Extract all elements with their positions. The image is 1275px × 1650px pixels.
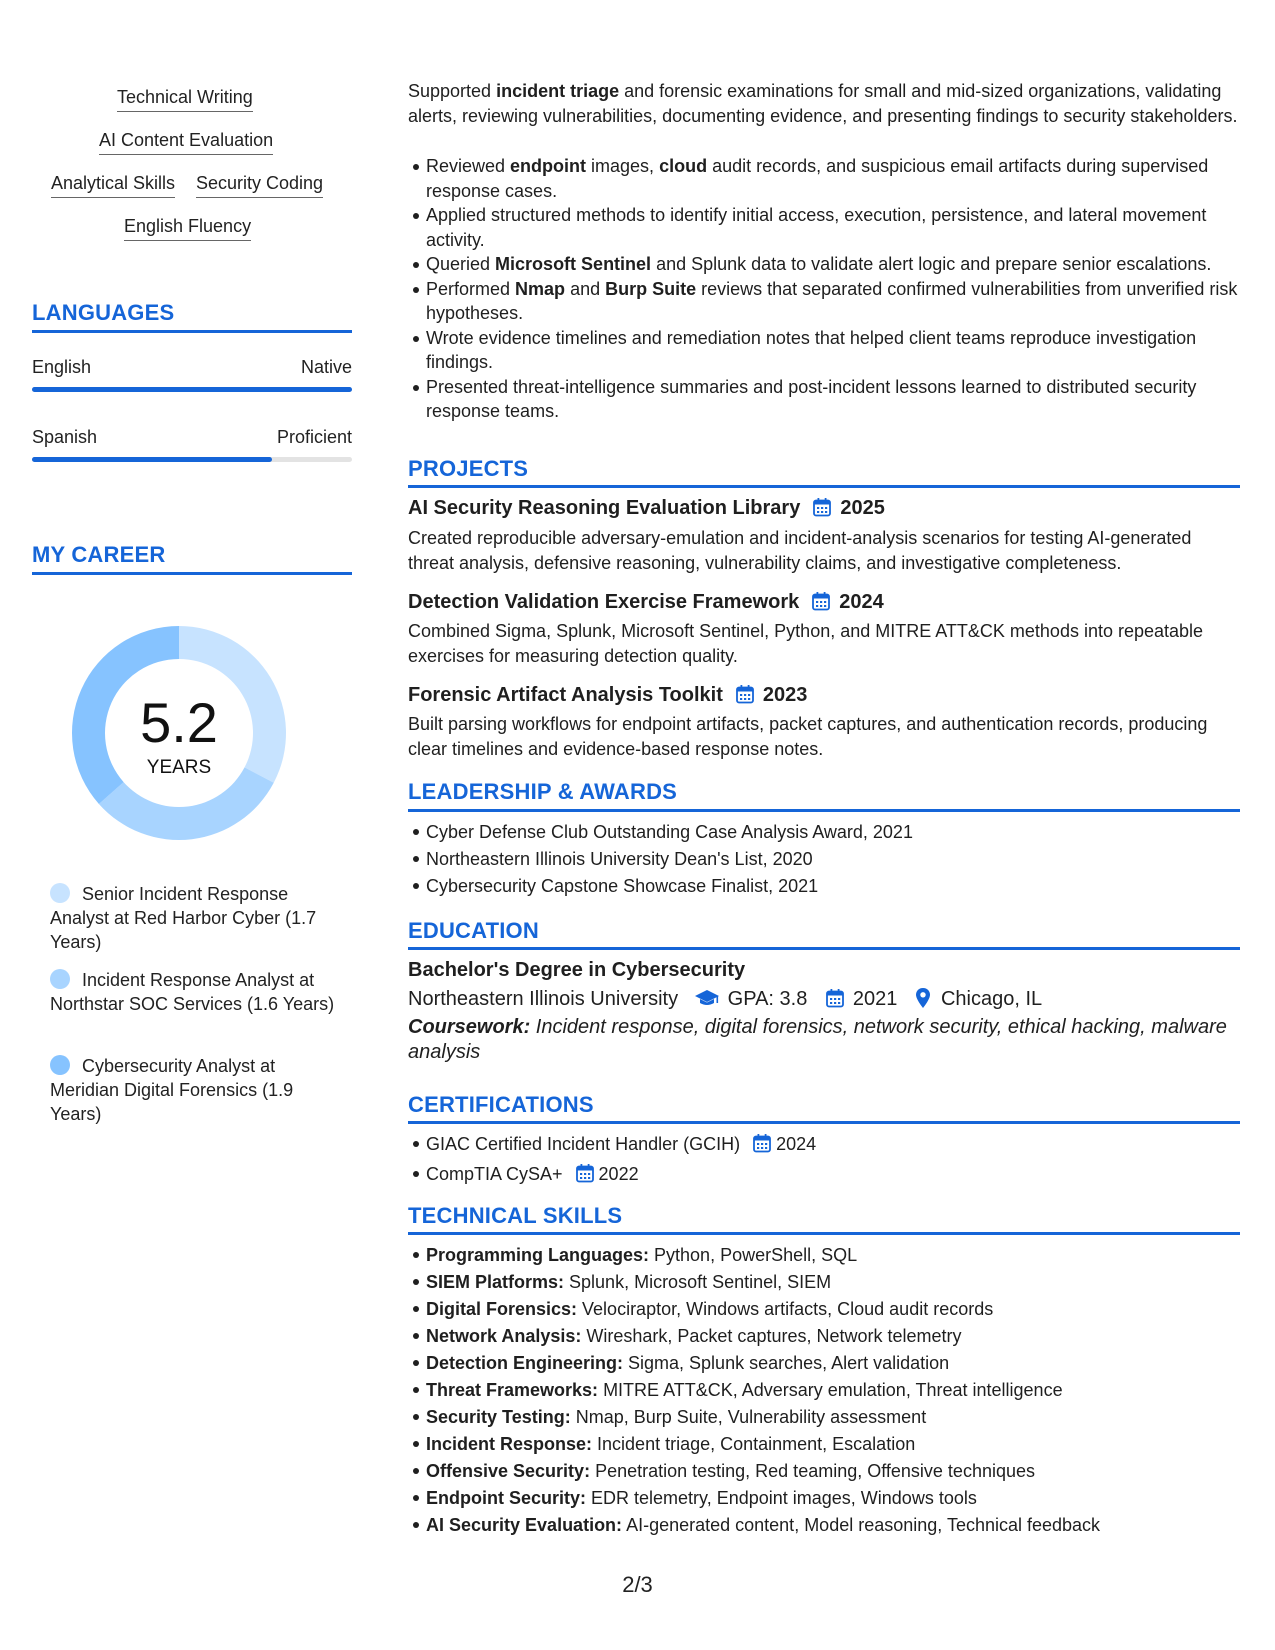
experience-summary: Supported incident triage and forensic examinations for small and mid-sized organizations, validating alerts, reviewing vulnerabilities, documenting evidence, and presenting findings to security stakeholders. [408, 81, 1238, 126]
calendar-icon [575, 1163, 595, 1191]
project-description: Combined Sigma, Splunk, Microsoft Sentinel, Python, and MITRE ATT&CK methods into repeatable exercises for measuring detection quality. [408, 621, 1204, 666]
career-heading: MY CAREER [32, 542, 166, 567]
language-progress [32, 457, 352, 462]
technical-skill-item: SIEM Platforms: Splunk, Microsoft Sentinel, SIEM [426, 1269, 1256, 1296]
experience-bullet: Presented threat-intelligence summaries and post-incident lessons learned to distributed security response teams. [426, 375, 1256, 424]
project-year: 2023 [762, 684, 808, 706]
skill-tag: English Fluency [124, 215, 251, 241]
legend-dot [50, 969, 70, 989]
technical-skill-item: Incident Response: Incident triage, Containment, Escalation [426, 1431, 1256, 1458]
section-rule [32, 330, 352, 333]
technical-skill-item: Detection Engineering: Sigma, Splunk searches, Alert validation [426, 1350, 1256, 1377]
project-title [408, 495, 885, 524]
language-level: Native [300, 357, 352, 377]
coursework: Coursework: Incident response, digital forensics, network security, ethical hacking, malware analysis [408, 1016, 1227, 1063]
certifications-heading: CERTIFICATIONS [408, 1092, 594, 1117]
calendar-icon [825, 988, 845, 1015]
leadership-list [408, 819, 1256, 900]
language-level: Proficient [276, 427, 352, 447]
education-heading: EDUCATION [408, 918, 539, 943]
languages-heading: LANGUAGES [32, 300, 175, 325]
certification-item: CompTIA CySA+ 2022 [426, 1161, 1256, 1191]
leadership-heading: LEADERSHIP & AWARDS [408, 779, 678, 804]
legend-label: Senior Incident Response Analyst at Red Harbor Cyber (1.7 Years) [50, 884, 317, 952]
legend-label: Cybersecurity Analyst at Meridian Digital Forensics (1.9 Years) [50, 1056, 294, 1124]
career-unit: YEARS [146, 757, 212, 778]
technical-skill-item: Security Testing: Nmap, Burp Suite, Vulnerability assessment [426, 1404, 1256, 1431]
skill-tag: AI Content Evaluation [99, 129, 273, 155]
project-name: AI Security Reasoning Evaluation Library [408, 497, 801, 519]
list-item: Cybersecurity Capstone Showcase Finalist, 2021 [426, 873, 1256, 900]
technical-skills-heading: TECHNICAL SKILLS [408, 1203, 623, 1228]
career-legend-item [50, 882, 340, 954]
technical-skill-item: Programming Languages: Python, PowerShell, SQL [426, 1242, 1256, 1269]
graduation-year: 2021 [852, 988, 898, 1010]
legend-label: Incident Response Analyst at Northstar SOC Services (1.6 Years) [50, 970, 335, 1014]
project-title [408, 589, 884, 618]
career-legend-item [50, 968, 340, 1016]
project-year: 2024 [839, 591, 884, 613]
school-name: Northeastern Illinois University [408, 988, 679, 1010]
technical-skill-item: Offensive Security: Penetration testing, Red teaming, Offensive techniques [426, 1458, 1256, 1485]
career-legend-item [50, 1054, 340, 1126]
skill-tag: Analytical Skills [51, 172, 175, 198]
gpa: GPA: 3.8 [727, 988, 808, 1010]
list-item: Cyber Defense Club Outstanding Case Analysis Award, 2021 [426, 819, 1256, 846]
education-details [408, 986, 1042, 1015]
section-rule [408, 947, 1240, 950]
list-item: Northeastern Illinois University Dean's List, 2020 [426, 846, 1256, 873]
technical-skill-item: Endpoint Security: EDR telemetry, Endpoint images, Windows tools [426, 1485, 1256, 1512]
page-number: 2/3 [622, 1572, 653, 1597]
calendar-icon [811, 591, 831, 618]
location: Chicago, IL [940, 988, 1043, 1010]
language-name: English [32, 357, 92, 377]
location-pin-icon [915, 987, 931, 1009]
project-name: Forensic Artifact Analysis Toolkit [408, 684, 723, 706]
skill-tag: Security Coding [196, 172, 323, 198]
certification-item: GIAC Certified Incident Handler (GCIH) 2024 [426, 1131, 1256, 1161]
experience-bullet: Reviewed endpoint images, cloud audit records, and suspicious email artifacts during supervised response cases. [426, 154, 1256, 203]
experience-bullets [408, 154, 1256, 424]
calendar-icon [752, 1133, 772, 1161]
project-description: Built parsing workflows for endpoint artifacts, packet captures, and authentication records, producing clear timelines and evidence-based response notes. [408, 714, 1208, 759]
degree-title: Bachelor's Degree in Cybersecurity [408, 959, 746, 981]
project-year: 2025 [840, 497, 885, 519]
career-total: 5.2 [140, 691, 218, 754]
section-rule [408, 809, 1240, 812]
calendar-icon [812, 497, 832, 524]
legend-dot [50, 1055, 70, 1075]
section-rule [408, 1121, 1240, 1124]
calendar-icon [735, 684, 755, 711]
section-rule [408, 485, 1240, 488]
graduation-cap-icon [694, 988, 720, 1008]
certifications-list [408, 1131, 1256, 1191]
technical-skill-item: Digital Forensics: Velociraptor, Windows artifacts, Cloud audit records [426, 1296, 1256, 1323]
project-title [408, 682, 807, 711]
technical-skill-item: AI Security Evaluation: AI-generated content, Model reasoning, Technical feedback [426, 1512, 1256, 1539]
donut-segment [99, 767, 274, 840]
legend-dot [50, 883, 70, 903]
career-donut-chart [66, 620, 292, 846]
experience-bullet: Applied structured methods to identify initial access, execution, persistence, and lateral movement activity. [426, 203, 1256, 252]
section-rule [408, 1232, 1240, 1235]
projects-heading: PROJECTS [408, 456, 529, 481]
technical-skills-list [408, 1242, 1256, 1539]
section-rule [32, 572, 352, 575]
skill-tag: Technical Writing [117, 86, 253, 112]
experience-bullet: Queried Microsoft Sentinel and Splunk data to validate alert logic and prepare senior escalations. [426, 252, 1256, 277]
project-description: Created reproducible adversary-emulation and incident-analysis scenarios for testing AI-generated threat analysis, defensive reasoning, vulnerability claims, and investigative completeness. [408, 528, 1192, 573]
experience-bullet: Wrote evidence timelines and remediation notes that helped client teams reproduce investigation findings. [426, 326, 1256, 375]
experience-bullet: Performed Nmap and Burp Suite reviews that separated confirmed vulnerabilities from unverified risk hypotheses. [426, 277, 1256, 326]
language-name: Spanish [32, 427, 98, 447]
technical-skill-item: Network Analysis: Wireshark, Packet captures, Network telemetry [426, 1323, 1256, 1350]
language-progress [32, 387, 352, 392]
technical-skill-item: Threat Frameworks: MITRE ATT&CK, Adversary emulation, Threat intelligence [426, 1377, 1256, 1404]
project-name: Detection Validation Exercise Framework [408, 591, 800, 613]
